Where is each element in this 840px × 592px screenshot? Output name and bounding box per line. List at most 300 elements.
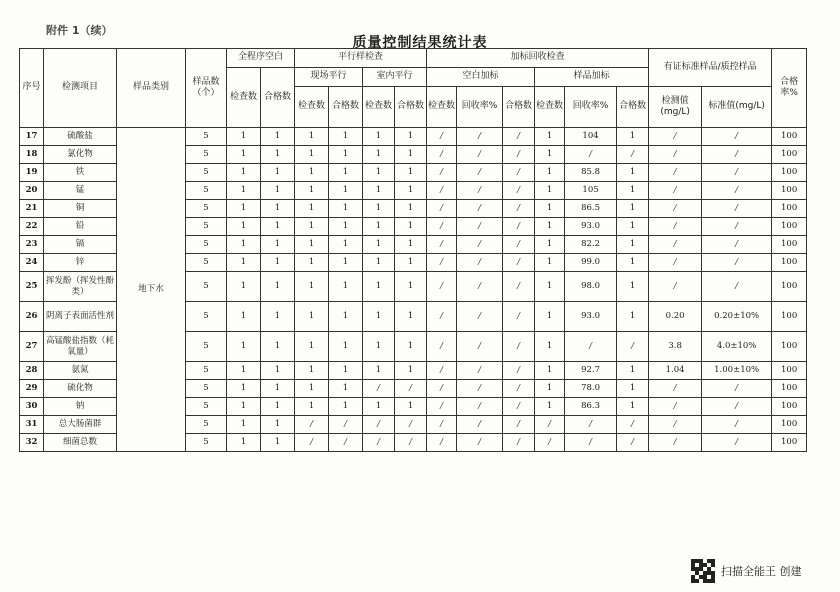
cell-no: 29 [20,380,44,398]
cell-item: 铅 [44,218,117,236]
cell-sspike-qualified: / [617,146,649,164]
cell-category: 地下水 [117,128,186,452]
cell-bspike-recovery: / [457,182,503,200]
cell-pass-rate: 100 [772,146,807,164]
cell-sspike-qualified: 1 [617,236,649,254]
cell-pass-rate: 100 [772,302,807,332]
cell-measured-value: / [649,398,702,416]
cell-bspike-check: / [427,398,457,416]
cell-blank-check: 1 [227,218,261,236]
cell-field-qualified: 1 [329,146,363,164]
cell-field-qualified: 1 [329,164,363,182]
cell-sspike-recovery: 105 [565,182,617,200]
cell-bspike-recovery: / [457,164,503,182]
cell-pass-rate: 100 [772,236,807,254]
cell-field-check: 1 [295,332,329,362]
cell-bspike-recovery: / [457,416,503,434]
header-measured-value: 检测值(mg/L) [649,87,702,128]
cell-sspike-check: 1 [535,128,565,146]
cell-standard-value: / [702,218,772,236]
cell-item: 硫化物 [44,380,117,398]
cell-bspike-qualified: / [503,164,535,182]
cell-bspike-check: / [427,362,457,380]
cell-bspike-check: / [427,332,457,362]
cell-blank-check: 1 [227,236,261,254]
cell-field-qualified: 1 [329,272,363,302]
cell-bspike-check: / [427,200,457,218]
cell-field-qualified: 1 [329,362,363,380]
cell-bspike-check: / [427,272,457,302]
cell-pass-rate: 100 [772,254,807,272]
cell-sspike-check: / [535,434,565,452]
cell-sspike-recovery: 86.3 [565,398,617,416]
cell-sspike-recovery: / [565,434,617,452]
cell-bspike-qualified: / [503,380,535,398]
cell-bspike-recovery: / [457,218,503,236]
cell-bspike-qualified: / [503,218,535,236]
qc-statistics-table [19,48,807,452]
cell-standard-value: / [702,398,772,416]
cell-sample-count: 5 [186,332,227,362]
cell-bspike-qualified: / [503,128,535,146]
cell-field-qualified: 1 [329,218,363,236]
cell-field-qualified: 1 [329,236,363,254]
header-field-qualified: 合格数 [329,87,363,128]
cell-item: 铜 [44,200,117,218]
cell-blank-qualified: 1 [261,218,295,236]
cell-blank-check: 1 [227,332,261,362]
cell-sspike-qualified: 1 [617,182,649,200]
cell-pass-rate: 100 [772,182,807,200]
cell-field-check: 1 [295,146,329,164]
cell-sspike-recovery: 93.0 [565,302,617,332]
cell-sspike-check: 1 [535,398,565,416]
cell-standard-value: / [702,200,772,218]
cell-sspike-recovery: / [565,332,617,362]
cell-measured-value: / [649,182,702,200]
cell-no: 28 [20,362,44,380]
cell-lab-check: 1 [363,164,395,182]
cell-field-qualified: 1 [329,254,363,272]
header-parallel-group: 平行样检查 [295,49,427,68]
cell-measured-value: / [649,272,702,302]
cell-bspike-recovery: / [457,236,503,254]
cell-sample-count: 5 [186,254,227,272]
header-standard-value: 标准值(mg/L) [702,87,772,128]
cell-blank-check: 1 [227,272,261,302]
cell-lab-check: / [363,434,395,452]
cell-pass-rate: 100 [772,218,807,236]
cell-field-check: 1 [295,182,329,200]
cell-field-check: 1 [295,254,329,272]
cell-item: 铁 [44,164,117,182]
cell-lab-qualified: 1 [395,332,427,362]
cell-no: 19 [20,164,44,182]
cell-bspike-recovery: / [457,332,503,362]
cell-sspike-qualified: 1 [617,272,649,302]
cell-lab-qualified: 1 [395,128,427,146]
cell-lab-check: / [363,380,395,398]
cell-sample-count: 5 [186,128,227,146]
cell-lab-check: 1 [363,146,395,164]
cell-no: 18 [20,146,44,164]
cell-blank-qualified: 1 [261,272,295,302]
cell-sspike-check: / [535,416,565,434]
cell-sspike-recovery: 86.5 [565,200,617,218]
cell-bspike-recovery: / [457,362,503,380]
cell-bspike-check: / [427,236,457,254]
cell-standard-value: 0.20±10% [702,302,772,332]
cell-sspike-qualified: 1 [617,218,649,236]
header-cert-group: 有证标准样品/质控样品 [649,49,772,87]
cell-measured-value: / [649,164,702,182]
cell-standard-value: / [702,182,772,200]
cell-bspike-recovery: / [457,302,503,332]
cell-sspike-qualified: / [617,434,649,452]
cell-bspike-qualified: / [503,272,535,302]
cell-measured-value: / [649,200,702,218]
cell-sample-count: 5 [186,362,227,380]
cell-sspike-qualified: 1 [617,398,649,416]
cell-sspike-check: 1 [535,146,565,164]
cell-sample-count: 5 [186,272,227,302]
cell-no: 25 [20,272,44,302]
table-row [20,128,807,146]
cell-bspike-recovery: / [457,146,503,164]
cell-blank-check: 1 [227,434,261,452]
cell-field-qualified: 1 [329,398,363,416]
cell-field-check: 1 [295,380,329,398]
cell-field-check: 1 [295,302,329,332]
cell-no: 17 [20,128,44,146]
cell-measured-value: 1.04 [649,362,702,380]
cell-blank-check: 1 [227,416,261,434]
cell-blank-check: 1 [227,302,261,332]
cell-sample-count: 5 [186,146,227,164]
header-blank-check: 检查数 [227,68,261,128]
cell-sspike-qualified: / [617,332,649,362]
cell-sspike-qualified: 1 [617,164,649,182]
cell-sample-count: 5 [186,218,227,236]
cell-sspike-check: 1 [535,362,565,380]
cell-field-qualified: 1 [329,302,363,332]
cell-sample-count: 5 [186,182,227,200]
cell-field-qualified: 1 [329,200,363,218]
cell-pass-rate: 100 [772,164,807,182]
cell-sample-count: 5 [186,302,227,332]
cell-lab-check: 1 [363,302,395,332]
scanner-watermark [691,558,802,584]
cell-pass-rate: 100 [772,434,807,452]
cell-bspike-check: / [427,218,457,236]
cell-blank-qualified: 1 [261,164,295,182]
cell-bspike-check: / [427,164,457,182]
cell-sspike-check: 1 [535,182,565,200]
cell-sspike-recovery: 85.8 [565,164,617,182]
cell-sspike-recovery: 82.2 [565,236,617,254]
cell-lab-qualified: 1 [395,272,427,302]
cell-bspike-qualified: / [503,332,535,362]
cell-blank-check: 1 [227,362,261,380]
cell-lab-qualified: 1 [395,254,427,272]
cell-no: 22 [20,218,44,236]
cell-sspike-recovery: 92.7 [565,362,617,380]
cell-measured-value: / [649,434,702,452]
cell-measured-value: / [649,380,702,398]
cell-lab-qualified: 1 [395,398,427,416]
cell-pass-rate: 100 [772,272,807,302]
cell-sspike-qualified: 1 [617,362,649,380]
cell-field-check: 1 [295,272,329,302]
cell-lab-check: 1 [363,182,395,200]
cell-lab-check: 1 [363,332,395,362]
cell-bspike-check: / [427,416,457,434]
cell-sspike-check: 1 [535,272,565,302]
cell-sspike-qualified: 1 [617,200,649,218]
cell-sspike-recovery: / [565,416,617,434]
header-lab-parallel: 室内平行 [363,68,427,87]
cell-standard-value: 1.00±10% [702,362,772,380]
cell-sample-count: 5 [186,434,227,452]
cell-standard-value: / [702,128,772,146]
header-lab-check: 检查数 [363,87,395,128]
table-title: 质量控制结果统计表 [352,35,488,51]
cell-blank-qualified: 1 [261,254,295,272]
cell-measured-value: / [649,146,702,164]
cell-field-check: 1 [295,164,329,182]
cell-blank-check: 1 [227,254,261,272]
cell-blank-check: 1 [227,380,261,398]
cell-sspike-check: 1 [535,200,565,218]
cell-lab-check: 1 [363,128,395,146]
header-sample-count: 样品数（个） [186,49,227,128]
cell-measured-value: 3.8 [649,332,702,362]
header-no: 序号 [20,49,44,128]
cell-lab-check: 1 [363,398,395,416]
cell-no: 27 [20,332,44,362]
cell-measured-value: / [649,128,702,146]
cell-sspike-recovery: 93.0 [565,218,617,236]
cell-no: 24 [20,254,44,272]
cell-item: 硫酸盐 [44,128,117,146]
cell-sspike-qualified: 1 [617,254,649,272]
qr-code-icon [691,559,715,583]
cell-lab-qualified: 1 [395,236,427,254]
cell-standard-value: / [702,416,772,434]
cell-lab-qualified: 1 [395,302,427,332]
cell-sample-count: 5 [186,200,227,218]
attachment-note: 附件 1（续） [46,24,113,37]
cell-pass-rate: 100 [772,332,807,362]
cell-item: 氯化物 [44,146,117,164]
cell-item: 阴离子表面活性剂 [44,302,117,332]
cell-sspike-recovery: 98.0 [565,272,617,302]
header-blank-spike: 空白加标 [427,68,535,87]
cell-item: 氨氮 [44,362,117,380]
cell-blank-check: 1 [227,146,261,164]
cell-item: 细菌总数 [44,434,117,452]
header-bspike-check: 检查数 [427,87,457,128]
cell-no: 20 [20,182,44,200]
cell-item: 锌 [44,254,117,272]
cell-sspike-qualified: 1 [617,380,649,398]
cell-blank-qualified: 1 [261,362,295,380]
cell-lab-check: 1 [363,272,395,302]
cell-lab-qualified: / [395,434,427,452]
cell-standard-value: / [702,146,772,164]
cell-lab-qualified: 1 [395,362,427,380]
cell-lab-check: 1 [363,200,395,218]
cell-lab-qualified: / [395,416,427,434]
cell-sspike-check: 1 [535,164,565,182]
cell-bspike-check: / [427,254,457,272]
header-field-check: 检查数 [295,87,329,128]
cell-field-qualified: 1 [329,128,363,146]
cell-bspike-check: / [427,380,457,398]
cell-sample-count: 5 [186,398,227,416]
cell-field-qualified: / [329,416,363,434]
cell-sspike-qualified: 1 [617,302,649,332]
cell-bspike-qualified: / [503,200,535,218]
cell-sspike-qualified: 1 [617,128,649,146]
cell-blank-qualified: 1 [261,182,295,200]
cell-blank-qualified: 1 [261,200,295,218]
cell-standard-value: / [702,380,772,398]
cell-pass-rate: 100 [772,416,807,434]
cell-bspike-qualified: / [503,254,535,272]
cell-bspike-recovery: / [457,200,503,218]
cell-blank-qualified: 1 [261,302,295,332]
cell-field-qualified: 1 [329,332,363,362]
cell-sspike-check: 1 [535,332,565,362]
cell-blank-qualified: 1 [261,398,295,416]
header-field-parallel: 现场平行 [295,68,363,87]
cell-bspike-recovery: / [457,128,503,146]
header-item: 检测项目 [44,49,117,128]
cell-field-check: 1 [295,218,329,236]
header-sspike-qualified: 合格数 [617,87,649,128]
cell-field-check: 1 [295,236,329,254]
cell-lab-qualified: 1 [395,218,427,236]
cell-lab-qualified: 1 [395,164,427,182]
cell-no: 23 [20,236,44,254]
cell-sspike-check: 1 [535,380,565,398]
cell-no: 26 [20,302,44,332]
cell-sample-count: 5 [186,416,227,434]
cell-measured-value: / [649,236,702,254]
cell-lab-check: 1 [363,254,395,272]
cell-bspike-qualified: / [503,182,535,200]
cell-no: 21 [20,200,44,218]
cell-sspike-check: 1 [535,236,565,254]
table-body [20,128,807,452]
cell-sspike-recovery: / [565,146,617,164]
cell-lab-check: 1 [363,218,395,236]
cell-measured-value: 0.20 [649,302,702,332]
cell-measured-value: / [649,254,702,272]
cell-blank-check: 1 [227,128,261,146]
cell-blank-check: 1 [227,164,261,182]
cell-no: 31 [20,416,44,434]
cell-sample-count: 5 [186,164,227,182]
cell-lab-qualified: 1 [395,182,427,200]
cell-no: 30 [20,398,44,416]
cell-sspike-qualified: / [617,416,649,434]
cell-bspike-qualified: / [503,362,535,380]
cell-bspike-check: / [427,128,457,146]
header-blank-qualified: 合格数 [261,68,295,128]
cell-sspike-recovery: 104 [565,128,617,146]
cell-bspike-recovery: / [457,434,503,452]
cell-bspike-recovery: / [457,272,503,302]
cell-standard-value: / [702,236,772,254]
cell-bspike-qualified: / [503,236,535,254]
cell-blank-qualified: 1 [261,380,295,398]
cell-blank-qualified: 1 [261,332,295,362]
cell-bspike-recovery: / [457,254,503,272]
cell-bspike-qualified: / [503,146,535,164]
cell-blank-qualified: 1 [261,434,295,452]
cell-sspike-check: 1 [535,302,565,332]
cell-lab-qualified: 1 [395,200,427,218]
cell-standard-value: 4.0±10% [702,332,772,362]
cell-sample-count: 5 [186,236,227,254]
cell-item: 锰 [44,182,117,200]
header-bspike-recovery: 回收率% [457,87,503,128]
cell-item: 高锰酸盐指数（耗氧量） [44,332,117,362]
cell-field-qualified: 1 [329,380,363,398]
cell-item: 总大肠菌群 [44,416,117,434]
cell-field-qualified: 1 [329,182,363,200]
cell-sspike-check: 1 [535,254,565,272]
cell-field-check: 1 [295,200,329,218]
cell-sspike-recovery: 78.0 [565,380,617,398]
scanner-watermark-text: 扫描全能王 创建 [721,565,802,578]
cell-field-qualified: / [329,434,363,452]
cell-pass-rate: 100 [772,128,807,146]
cell-field-check: / [295,416,329,434]
cell-no: 32 [20,434,44,452]
cell-blank-check: 1 [227,200,261,218]
cell-blank-qualified: 1 [261,416,295,434]
cell-bspike-recovery: / [457,380,503,398]
cell-sample-count: 5 [186,380,227,398]
header-lab-qualified: 合格数 [395,87,427,128]
cell-bspike-qualified: / [503,434,535,452]
header-pass-rate: 合格率% [772,49,807,128]
cell-pass-rate: 100 [772,380,807,398]
cell-lab-check: / [363,416,395,434]
cell-lab-check: 1 [363,362,395,380]
cell-blank-check: 1 [227,398,261,416]
cell-blank-qualified: 1 [261,128,295,146]
cell-standard-value: / [702,434,772,452]
cell-field-check: 1 [295,362,329,380]
header-bspike-qualified: 合格数 [503,87,535,128]
cell-item: 挥发酚（挥发性酚类） [44,272,117,302]
header-sspike-check: 检查数 [535,87,565,128]
cell-item: 钠 [44,398,117,416]
cell-bspike-check: / [427,146,457,164]
cell-blank-qualified: 1 [261,236,295,254]
header-blank-group: 全程序空白 [227,49,295,68]
header-category: 样品类别 [117,49,186,128]
cell-item: 镉 [44,236,117,254]
cell-blank-qualified: 1 [261,146,295,164]
cell-pass-rate: 100 [772,362,807,380]
cell-standard-value: / [702,164,772,182]
header-sspike-recovery: 回收率% [565,87,617,128]
